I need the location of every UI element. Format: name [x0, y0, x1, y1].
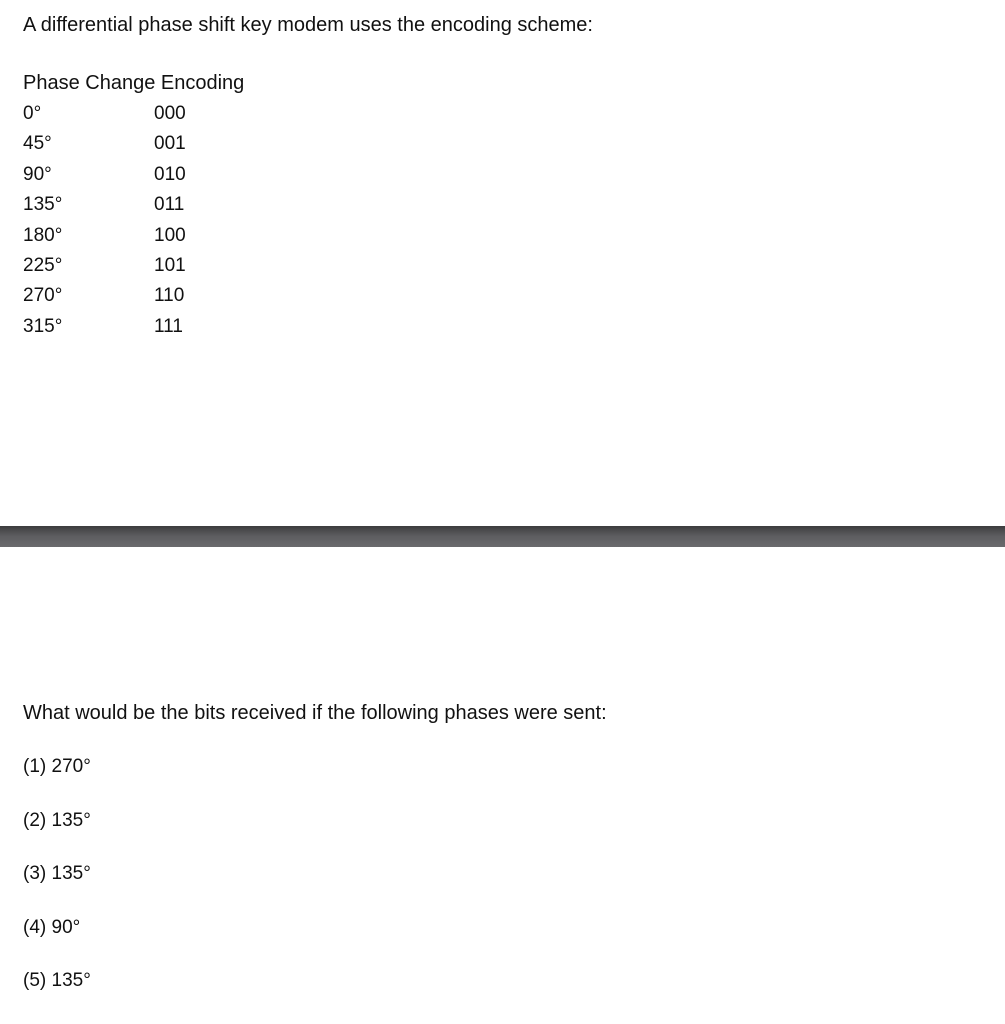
- encoding-cell: 100: [154, 224, 186, 246]
- phase-cell: 225°: [23, 254, 63, 276]
- table-row: [23, 131, 283, 161]
- encoding-cell: 110: [154, 285, 185, 307]
- encoding-cell: 011: [154, 194, 185, 216]
- table-row: [23, 162, 283, 192]
- phase-cell: 135°: [23, 194, 63, 216]
- table-row: [23, 283, 283, 313]
- table-header: Phase Change Encoding: [23, 72, 245, 94]
- list-item: (3) 135°: [23, 863, 91, 885]
- table-row: [23, 253, 283, 283]
- encoding-cell: 001: [154, 133, 186, 155]
- encoding-cell: 000: [154, 103, 186, 124]
- list-item: (4) 90°: [23, 916, 81, 938]
- list-item: (1) 270°: [23, 756, 91, 777]
- encoding-table: [23, 101, 283, 344]
- encoding-cell: 010: [154, 163, 186, 185]
- phase-cell: 315°: [23, 315, 63, 337]
- phase-cell: 45°: [23, 133, 52, 155]
- encoding-cell: 101: [154, 254, 186, 276]
- table-row: [23, 223, 283, 253]
- list-item: (2) 135°: [23, 809, 91, 831]
- phase-list: [23, 754, 91, 1022]
- table-row: [23, 192, 283, 222]
- table-row: [23, 101, 283, 131]
- phase-cell: 270°: [23, 285, 63, 307]
- phase-cell: 0°: [23, 103, 42, 124]
- phase-cell: 180°: [23, 224, 63, 246]
- document-title: A differential phase shift key modem uses the encoding scheme:: [23, 14, 593, 36]
- question-text: What would be the bits received if the following phases were sent:: [23, 702, 607, 724]
- encoding-cell: 111: [154, 315, 183, 337]
- section-divider: [0, 526, 1005, 547]
- phase-cell: 90°: [23, 163, 52, 185]
- table-row: [23, 314, 283, 344]
- list-item: (5) 135°: [23, 970, 91, 992]
